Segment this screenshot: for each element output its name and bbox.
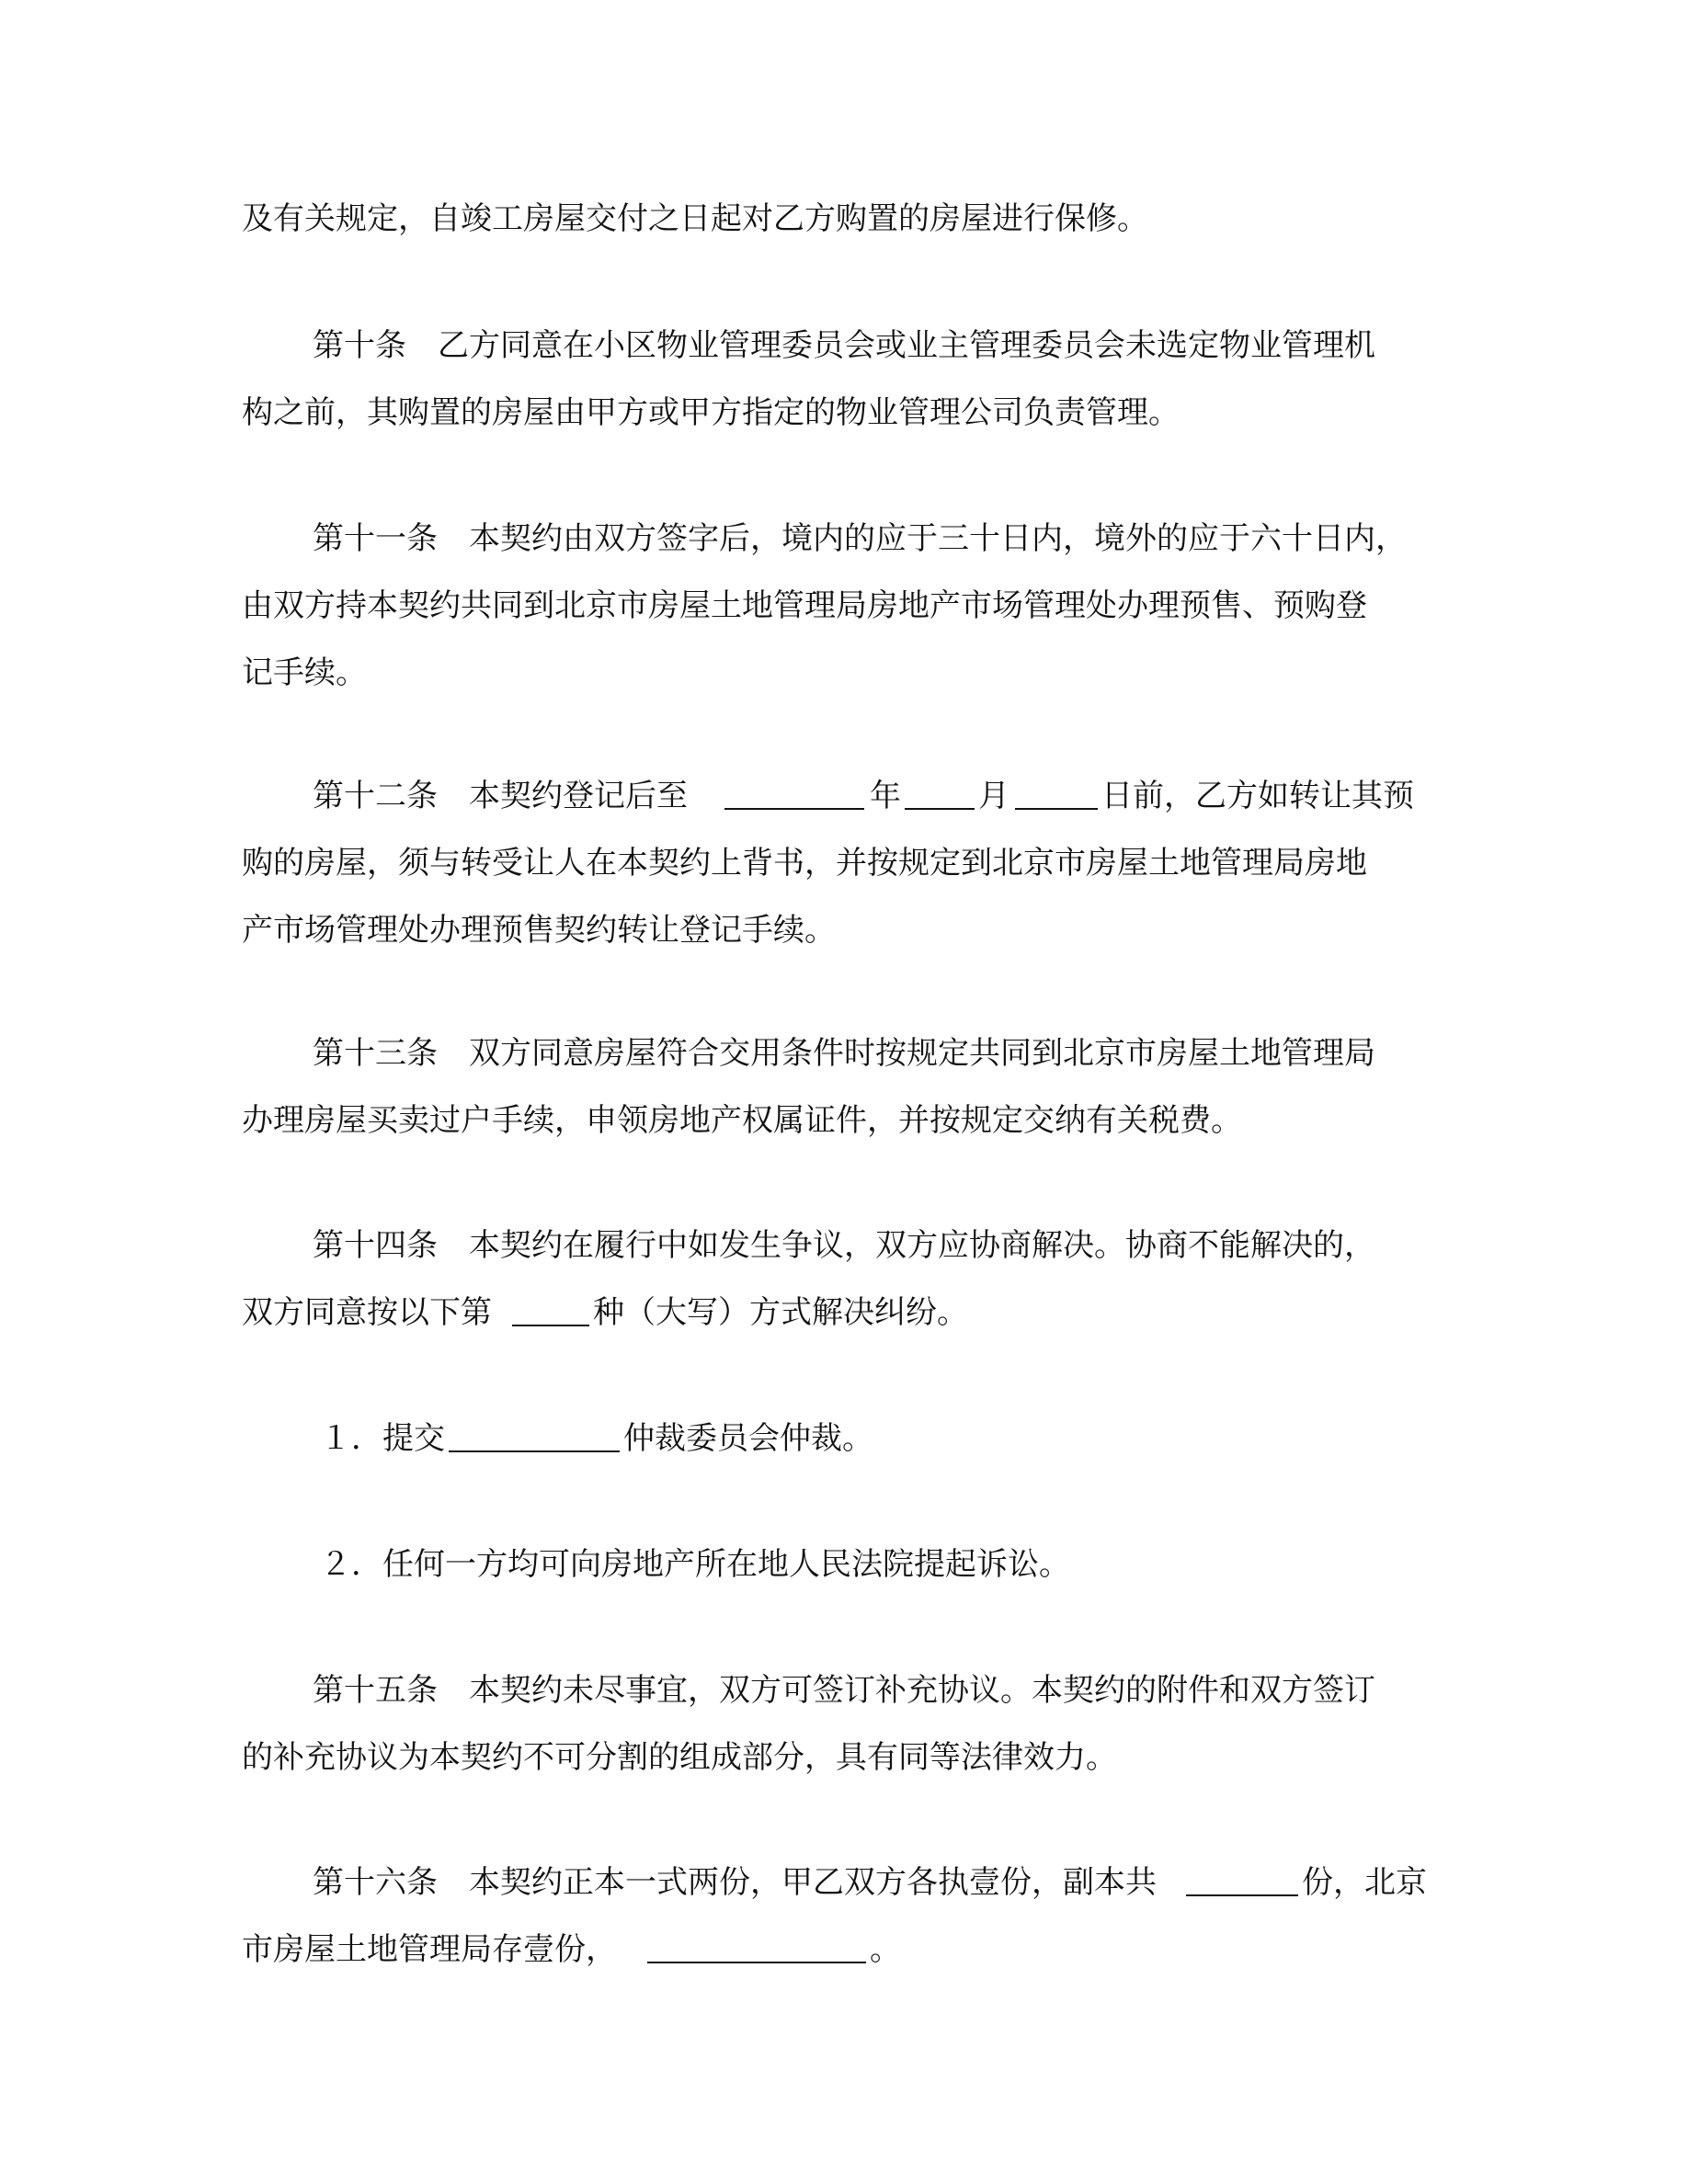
- article-11-line-1: [0, 518, 1688, 559]
- text-line: 第十一条 本契约由双方签字后，境内的应于三十日内，境外的应于六十日内，: [313, 520, 1407, 557]
- text-segment: 双方同意按以下第: [242, 1294, 492, 1331]
- article-15-line-1: [0, 1670, 1688, 1711]
- text-line: 记手续。: [242, 654, 367, 691]
- text-line: ２．任何一方均可向房地产所在地人民法院提起诉讼。: [320, 1546, 1070, 1583]
- article-10-line-1: [0, 325, 1688, 366]
- article-11-line-3: [0, 653, 1688, 693]
- article-14-line-2: [0, 1292, 1688, 1333]
- text-line: 的补充协议为本契约不可分割的组成部分，具有同等法律效力。: [242, 1739, 1117, 1776]
- text-segment: 仲裁委员会仲裁。: [623, 1420, 873, 1457]
- text-line: 办理房屋买卖过户手续，申领房地产权属证件，并按规定交纳有关税费。: [242, 1102, 1242, 1139]
- blank-option: [512, 1292, 589, 1333]
- text-line: 购的房屋，须与转受让人在本契约上背书，并按规定到北京市房屋土地管理局房地: [242, 845, 1367, 882]
- text-line: 由双方持本契约共同到北京市房屋土地管理局房地产市场管理处办理预售、预购登: [242, 587, 1367, 624]
- text-segment: 第十二条 本契约登记后至: [313, 778, 688, 814]
- article-13-line-2: [0, 1100, 1688, 1141]
- text-line: 第十四条 本契约在履行中如发生争议，双方应协商解决。协商不能解决的，: [313, 1227, 1375, 1264]
- text-line: 第十三条 双方同意房屋符合交用条件时按规定共同到北京市房屋土地管理局: [313, 1035, 1375, 1072]
- article-15-line-2: [0, 1737, 1688, 1778]
- article-12-line-2: [0, 843, 1688, 883]
- text-line: 产市场管理处办理预售契约转让登记手续。: [242, 912, 836, 949]
- text-segment: 日前，乙方如转让其预: [1101, 778, 1414, 814]
- text-segment: 月: [978, 778, 1009, 814]
- text-segment: 份，北京: [1302, 1864, 1427, 1901]
- article-12-line-1: [0, 776, 1688, 816]
- text-segment: 种（大写）方式解决纠纷。: [593, 1294, 968, 1331]
- option-2-line: [0, 1544, 1688, 1585]
- article-10-line-2: [0, 392, 1688, 433]
- text-segment: 。: [870, 1931, 901, 1968]
- text-segment: １．提交: [320, 1420, 445, 1457]
- article-11-line-2: [0, 586, 1688, 626]
- paragraph-line: [0, 199, 1688, 239]
- text-line: 构之前，其购置的房屋由甲方或甲方指定的物业管理公司负责管理。: [242, 394, 1180, 431]
- article-12-line-3: [0, 910, 1688, 950]
- text-line: 及有关规定，自竣工房屋交付之日起对乙方购置的房屋进行保修。: [242, 200, 1148, 237]
- text-segment: 年: [870, 778, 901, 814]
- text-line: 第十五条 本契约未尽事宜，双方可签订补充协议。本契约的附件和双方签订: [313, 1672, 1375, 1709]
- blank-other-party: [647, 1929, 866, 1970]
- article-14-line-1: [0, 1225, 1688, 1266]
- article-16-line-2: [0, 1929, 1688, 1970]
- blank-year: [724, 776, 864, 816]
- text-segment: 第十六条 本契约正本一式两份，甲乙双方各执壹份，副本共: [313, 1864, 1157, 1901]
- text-segment: 市房屋土地管理局存壹份，: [242, 1931, 617, 1968]
- blank-month: [905, 776, 975, 816]
- blank-copies: [1186, 1862, 1298, 1903]
- blank-arbitration-body: [449, 1418, 620, 1459]
- blank-day: [1015, 776, 1098, 816]
- option-1-line: [0, 1418, 1688, 1459]
- text-line: 第十条 乙方同意在小区物业管理委员会或业主管理委员会未选定物业管理机: [313, 327, 1375, 364]
- article-13-line-1: [0, 1033, 1688, 1074]
- article-16-line-1: [0, 1862, 1688, 1903]
